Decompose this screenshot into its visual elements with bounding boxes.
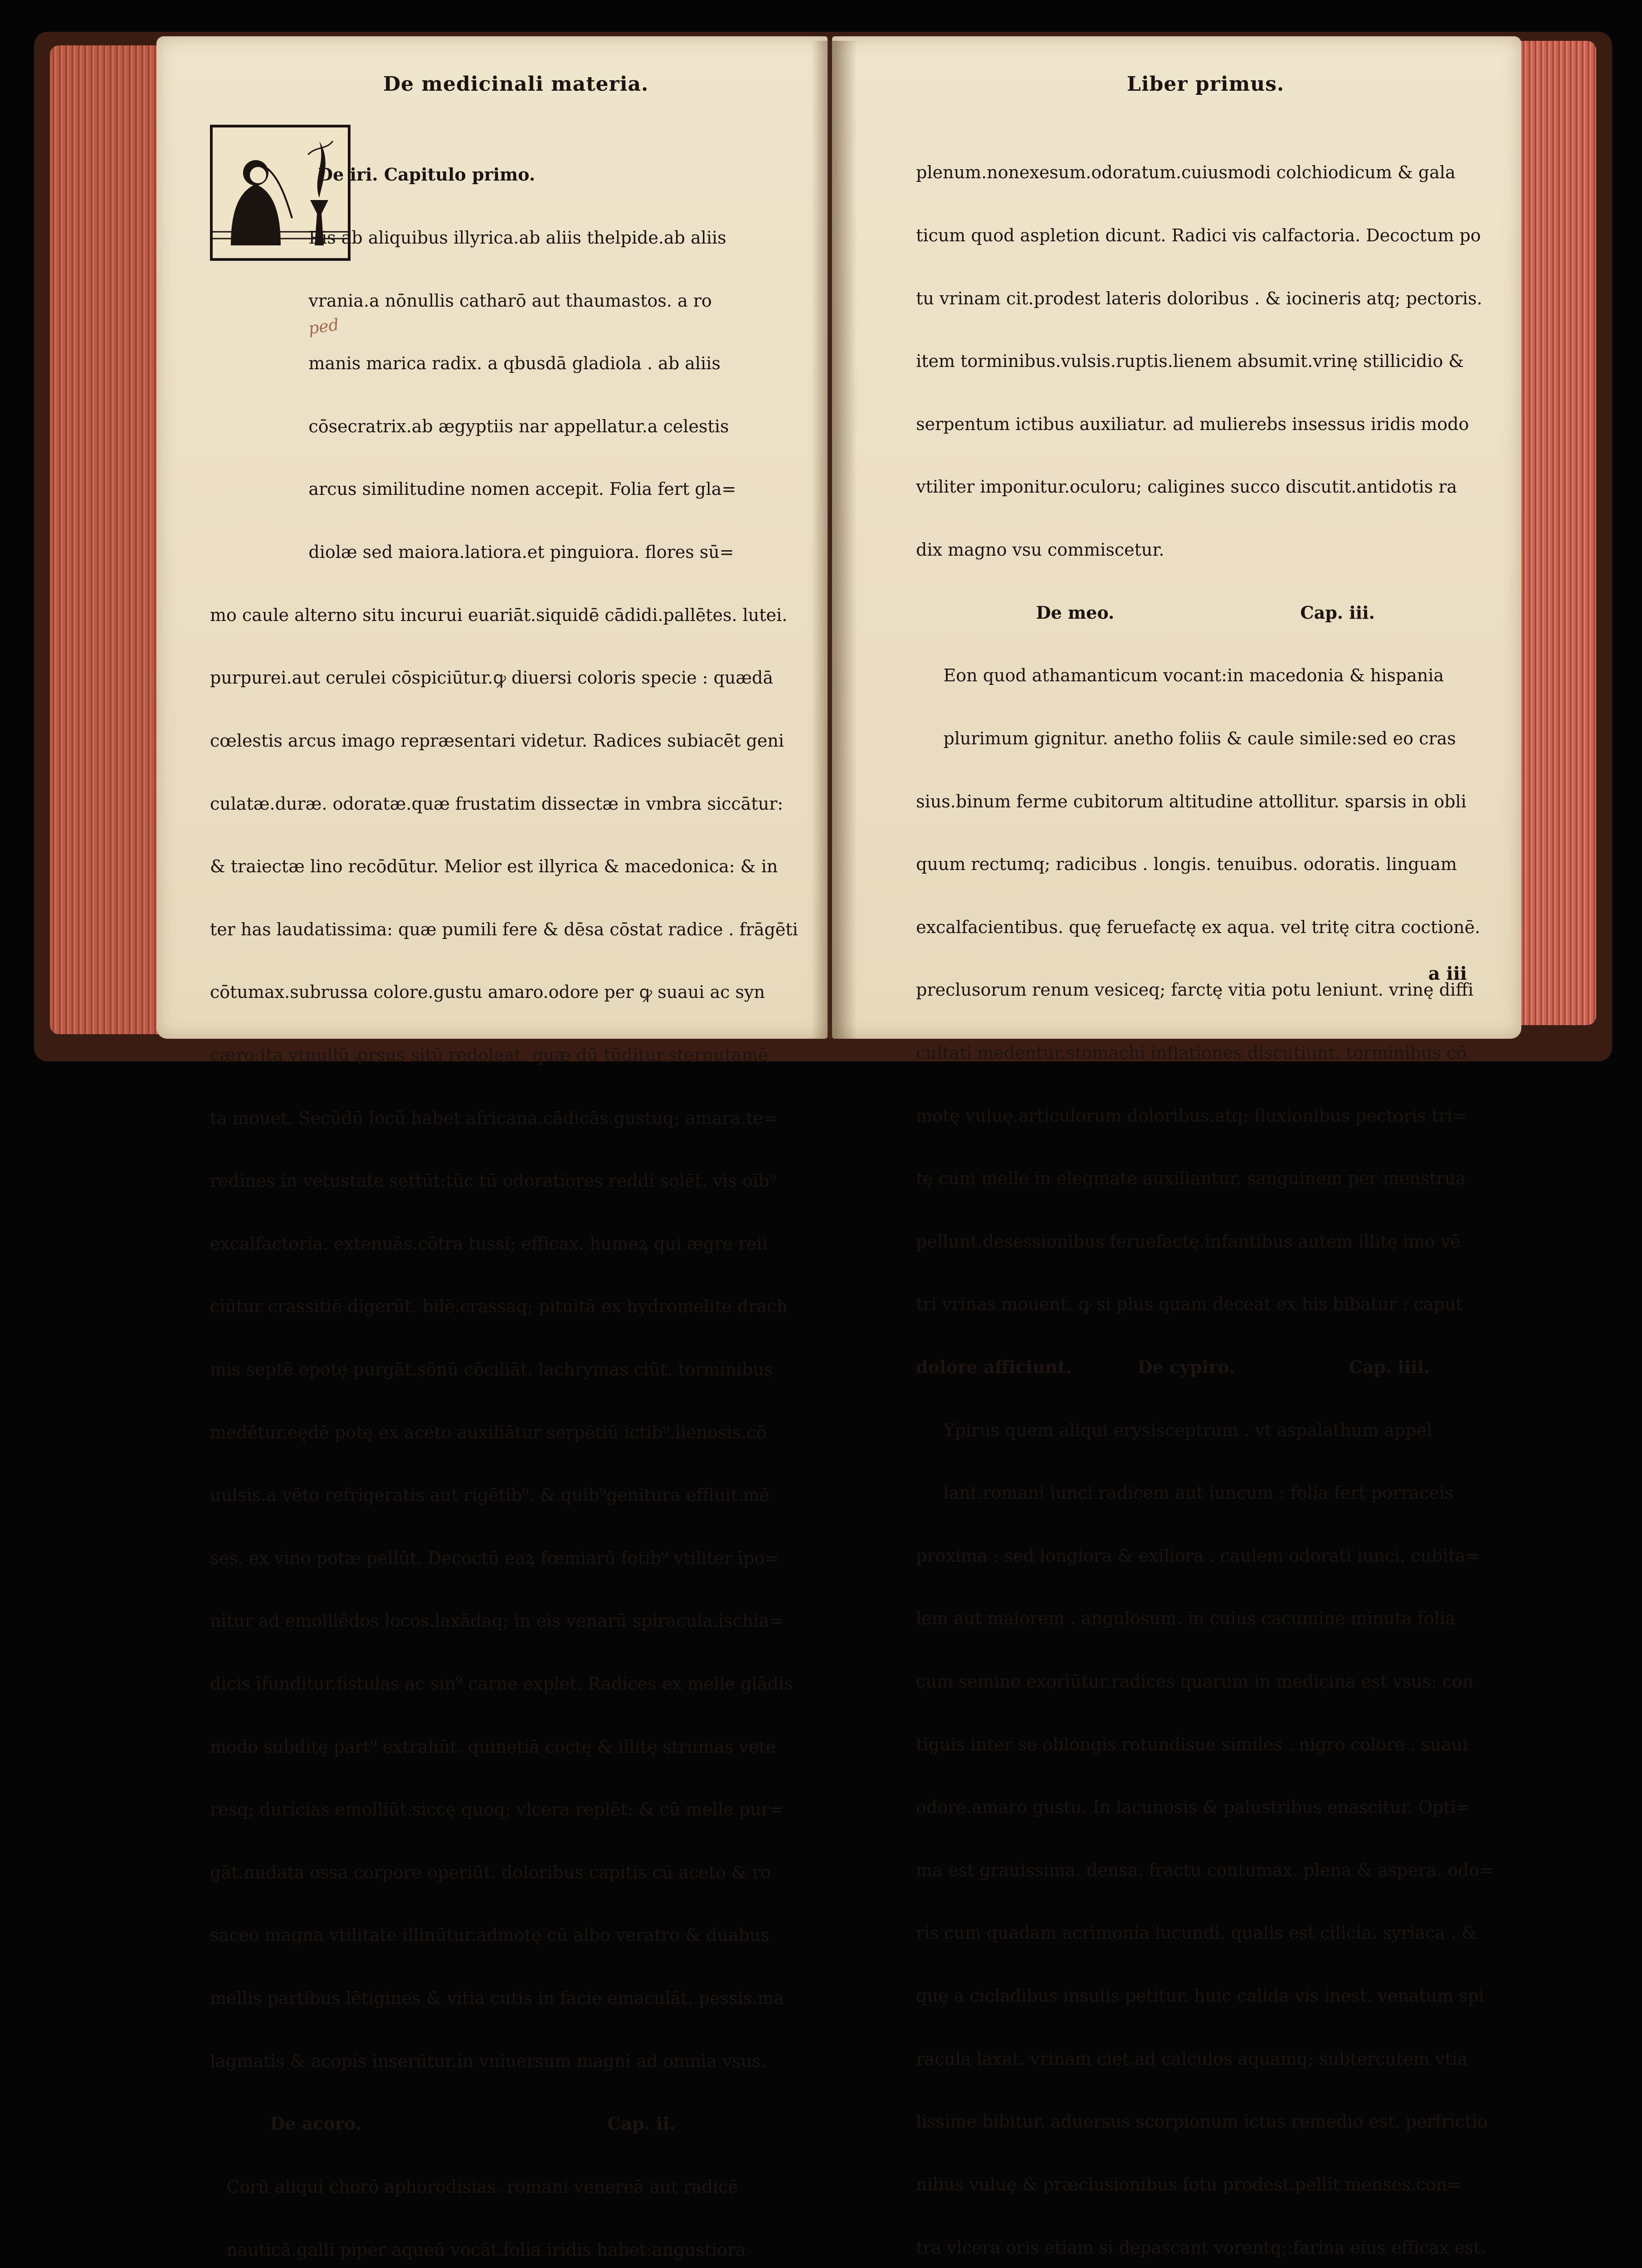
text-line: redines in vetustate settūt:tūc tū odoratiores reddi solēt. vis oīb⁹ [210,1171,776,1191]
text-line: purpurei.aut cerulei cōspiciūtur.ꝙ diuersi coloris specie : quædā [210,668,774,688]
text-line: lant.romani iunci radicem aut iuncum : folia fert porraceis [916,1483,1454,1503]
text-line: sius.binum ferme cubitorum altitudine attollitur. sparsis in obli [916,791,1467,811]
left-page [156,36,828,2260]
text-line: modo subditę part⁹ extrahūt. quinetiā coctę & illitę strumas vete [210,1736,776,1757]
text-line: ta mouet. Secūdū locū habet africana.cādicās.gustuq; amara.te= [210,1108,778,1128]
text-line: De meo. Cap. iii. [916,602,1375,623]
text-line: motę vuluę.articulorum doloribus.atq; fluxionibus pectoris tri= [916,1105,1467,1126]
text-line: resq; duricias emolliūt.siccę quoq; vlcera replēt: & cū melle pur= [210,1799,784,1820]
text-line: Eon quod athamanticum vocant:in macedonia & hispania [916,665,1444,686]
text-line: nitur ad emolliēdos locos.laxādaq; in eis venarū spiracula.ischia= [210,1611,784,1631]
text-line: culatæ.duræ. odoratæ.quæ frustatim dissectæ in vmbra siccātur: [210,793,784,814]
right-running-head: Liber primus. [1127,73,1285,96]
right-page-text [916,120,1494,2268]
text-line: cæro:ita vtnullū ꝓrsus sitū redoleat. quæ dū tūditur.sternutamē [210,1045,769,1065]
text-line: medētur.eędē potę ex aceto auxiliātur serpētiū ictib⁹.lienosis.cō [210,1422,767,1442]
text-line: dix magno vsu commiscetur. [916,540,1165,560]
text-line: preclusorum renum vesiceq; farctę vitia potu leniunt. vrinę diffi [916,980,1474,1000]
text-line: tę cum melle in elegmate auxiliantur. sanguinem per menstrua [916,1168,1466,1189]
text-line: item torminibus.vulsis.ruptis.lienem absumit.vrinę stillicidio & [916,351,1464,371]
page-edges-right [1515,41,1596,1025]
text-line: excalfactoria. extenuās.cōtra tussi; efficax. humeꝝ qui ægre reii [210,1233,768,1254]
text-line: dolore afficiunt. De cypiro. Cap. iiii. [916,1356,1430,1377]
text-line: tri vrinas mouent. ꝙ si plus quam deceat ex his bibatur : caput [916,1294,1463,1315]
text-line: serpentum ictibus auxiliatur. ad mulierebs insessus iridis modo [916,414,1469,434]
text-line: pellunt.desessionibus feruefactę.infantibus autem illitę imo vē [916,1231,1461,1251]
text-line: ma est grauissima. densa. fractu contumax. plena & aspera. odo= [916,1860,1494,1880]
text-line: quum rectumq; radicibus . longis. tenuibus. odoratis. linguam [916,854,1457,875]
text-line: tu vrinam cit.prodest lateris doloribus . & iocineris atq; pectoris. [916,288,1482,308]
text-line: ciūtur crassitiē digerūt. bilē.crassaq; pituitā ex hydromelite drach [210,1296,788,1317]
text-line: racula laxat. vrinam ciet.ad calculos aquamq; subtercutem vtia [916,2048,1468,2069]
text-line: quę a cicladibus insulis petitur. huic calida vis inest. venatum spi [916,1986,1485,2006]
text-line: gāt.nudata ossa corpore operiūt. doloribus capitis cū aceto & ro [210,1862,771,1882]
text-line: nautică.galli piper aqueū vocāt.folia iridis habet:angustiora [210,2239,746,2260]
text-line: cōtumax.subrussa colore.gustu amaro.odore per ꝙ suaui ac syn [210,982,765,1002]
text-line: Corū aliqui chorō aphorodisias. romani venereā aut radicē [210,2176,738,2197]
text-line: plurimum gignitur. anetho foliis & caule simile:sed eo cras [916,728,1456,748]
text-line: excalfacientibus. quę feruefactę ex aqua. vel tritę citra coctionē. [916,917,1481,937]
text-line: ticum quod aspletion dicunt. Radici vis calfactoria. Decoctum po [916,225,1481,246]
text-line: cœlestis arcus imago repræsentari videtur. Radices subiacēt geni [210,730,784,751]
text-line: De iri. Capitulo primo. [210,164,536,185]
text-line: lagmatis & acopis inserūtur.in vniuersum magni ad omnia vsus. [210,2051,766,2071]
text-line: nibus vuluę & præclusionibus fotu prodest.pellit menses.con= [916,2174,1462,2195]
text-line: vtiliter imponitur.oculoru; caligines succo discutit.antidotis ra [916,477,1457,497]
text-line: tiguis inter se oblongis rotundisue similes . nigro colore . suaui [916,1734,1468,1755]
text-line: cum semine exoriūtur.radices quarum in medicina est vsus: con [916,1672,1474,1692]
text-line: mis septē epotę purgāt.sōnū cōciliāt. lachrymas ciūt. torminibus [210,1359,773,1379]
text-line: tra vlcera oris etiam si depascant vorentq;:farina eius efficax est. [916,2237,1486,2258]
text-line: arcus similitudine nomen accepit. Folia fert gla= [210,479,736,499]
text-line: lem aut maiorem . angulosum. in cuius cacumine minuta folia [916,1608,1456,1629]
text-line: lissime bibitur. aduersus scorpionum ictus remedio est. perfrictio [916,2112,1488,2132]
text-line: plenum.nonexesum.odoratum.cuiusmodi colchiodicum & gala [916,162,1456,183]
text-line: manis marica radix. a qbusdā gladiola . ab aliis [210,353,721,374]
text-line: dicis īfunditur.fistulas ac sin⁹ carne explet. Radices ex melle glādis [210,1674,793,1694]
left-running-head: De medicinali materia. [383,73,649,96]
text-line: proxima : sed longiora & exiliora . caulem odorati iunci. cubita= [916,1545,1480,1566]
text-line: ter has laudatissima: quæ pumili fere & dēsa cōstat radice . frāgēti [210,919,798,939]
text-line: & traiectæ lino recōdūtur. Melior est illyrica & macedonica: & in [210,856,778,877]
left-page-text [210,122,798,2268]
signature-mark: a iii [1428,963,1467,984]
text-line: Ris ab aliquibus illyrica.ab aliis thelpide.ab aliis [210,228,726,248]
text-line: odore.amaro gustu. In lacunosis & palustribus enascitur. Opti= [916,1797,1471,1818]
page-edges-left [50,45,168,1034]
text-line: cultati medentur.stomachi inflationes discutiunt. torminibus cō [916,1042,1467,1063]
text-line: ses. ex vino potæ pellūt. Decoctū eaꝝ fœmiarū fotib⁹ vtiliter īpo= [210,1548,779,1568]
text-line: mo caule alterno situ incurui euariāt.siquidē cādidi.pallētes. lutei. [210,605,788,625]
text-line: diolæ sed maiora.latiora.et pinguiora. flores sū= [210,542,734,562]
text-line: cōsecratrix.ab ægyptiis nar appellatur.a celestis [210,416,729,436]
right-page [832,36,1521,2258]
book-gutter [812,41,857,1039]
text-line: De acoro. Cap. ii. [210,2113,676,2134]
text-line: Ypirus quem aliqui erysisceptrum . vt aspalathum appel [916,1420,1432,1440]
text-line: uulsis.a vēto refrigeratis aut rigētib⁹. & quib⁹genitura effluit.mē [210,1485,770,1505]
text-line: vrania.a nōnullis catharō aut thaumastos. a ro [210,290,712,311]
margin-note: ped [307,315,340,338]
text-line: saceo magna vtilitate illinūtur.admotę cū albo veratro & duabus [210,1925,770,1945]
text-line: ris cum quadam acrimonia iucundi. qualis est cilicia. syriaca . & [916,1923,1477,1943]
text-line: mellis partibus lētigines & vitia cutis in facie emaculāt. pessis.ma [210,1988,784,2009]
